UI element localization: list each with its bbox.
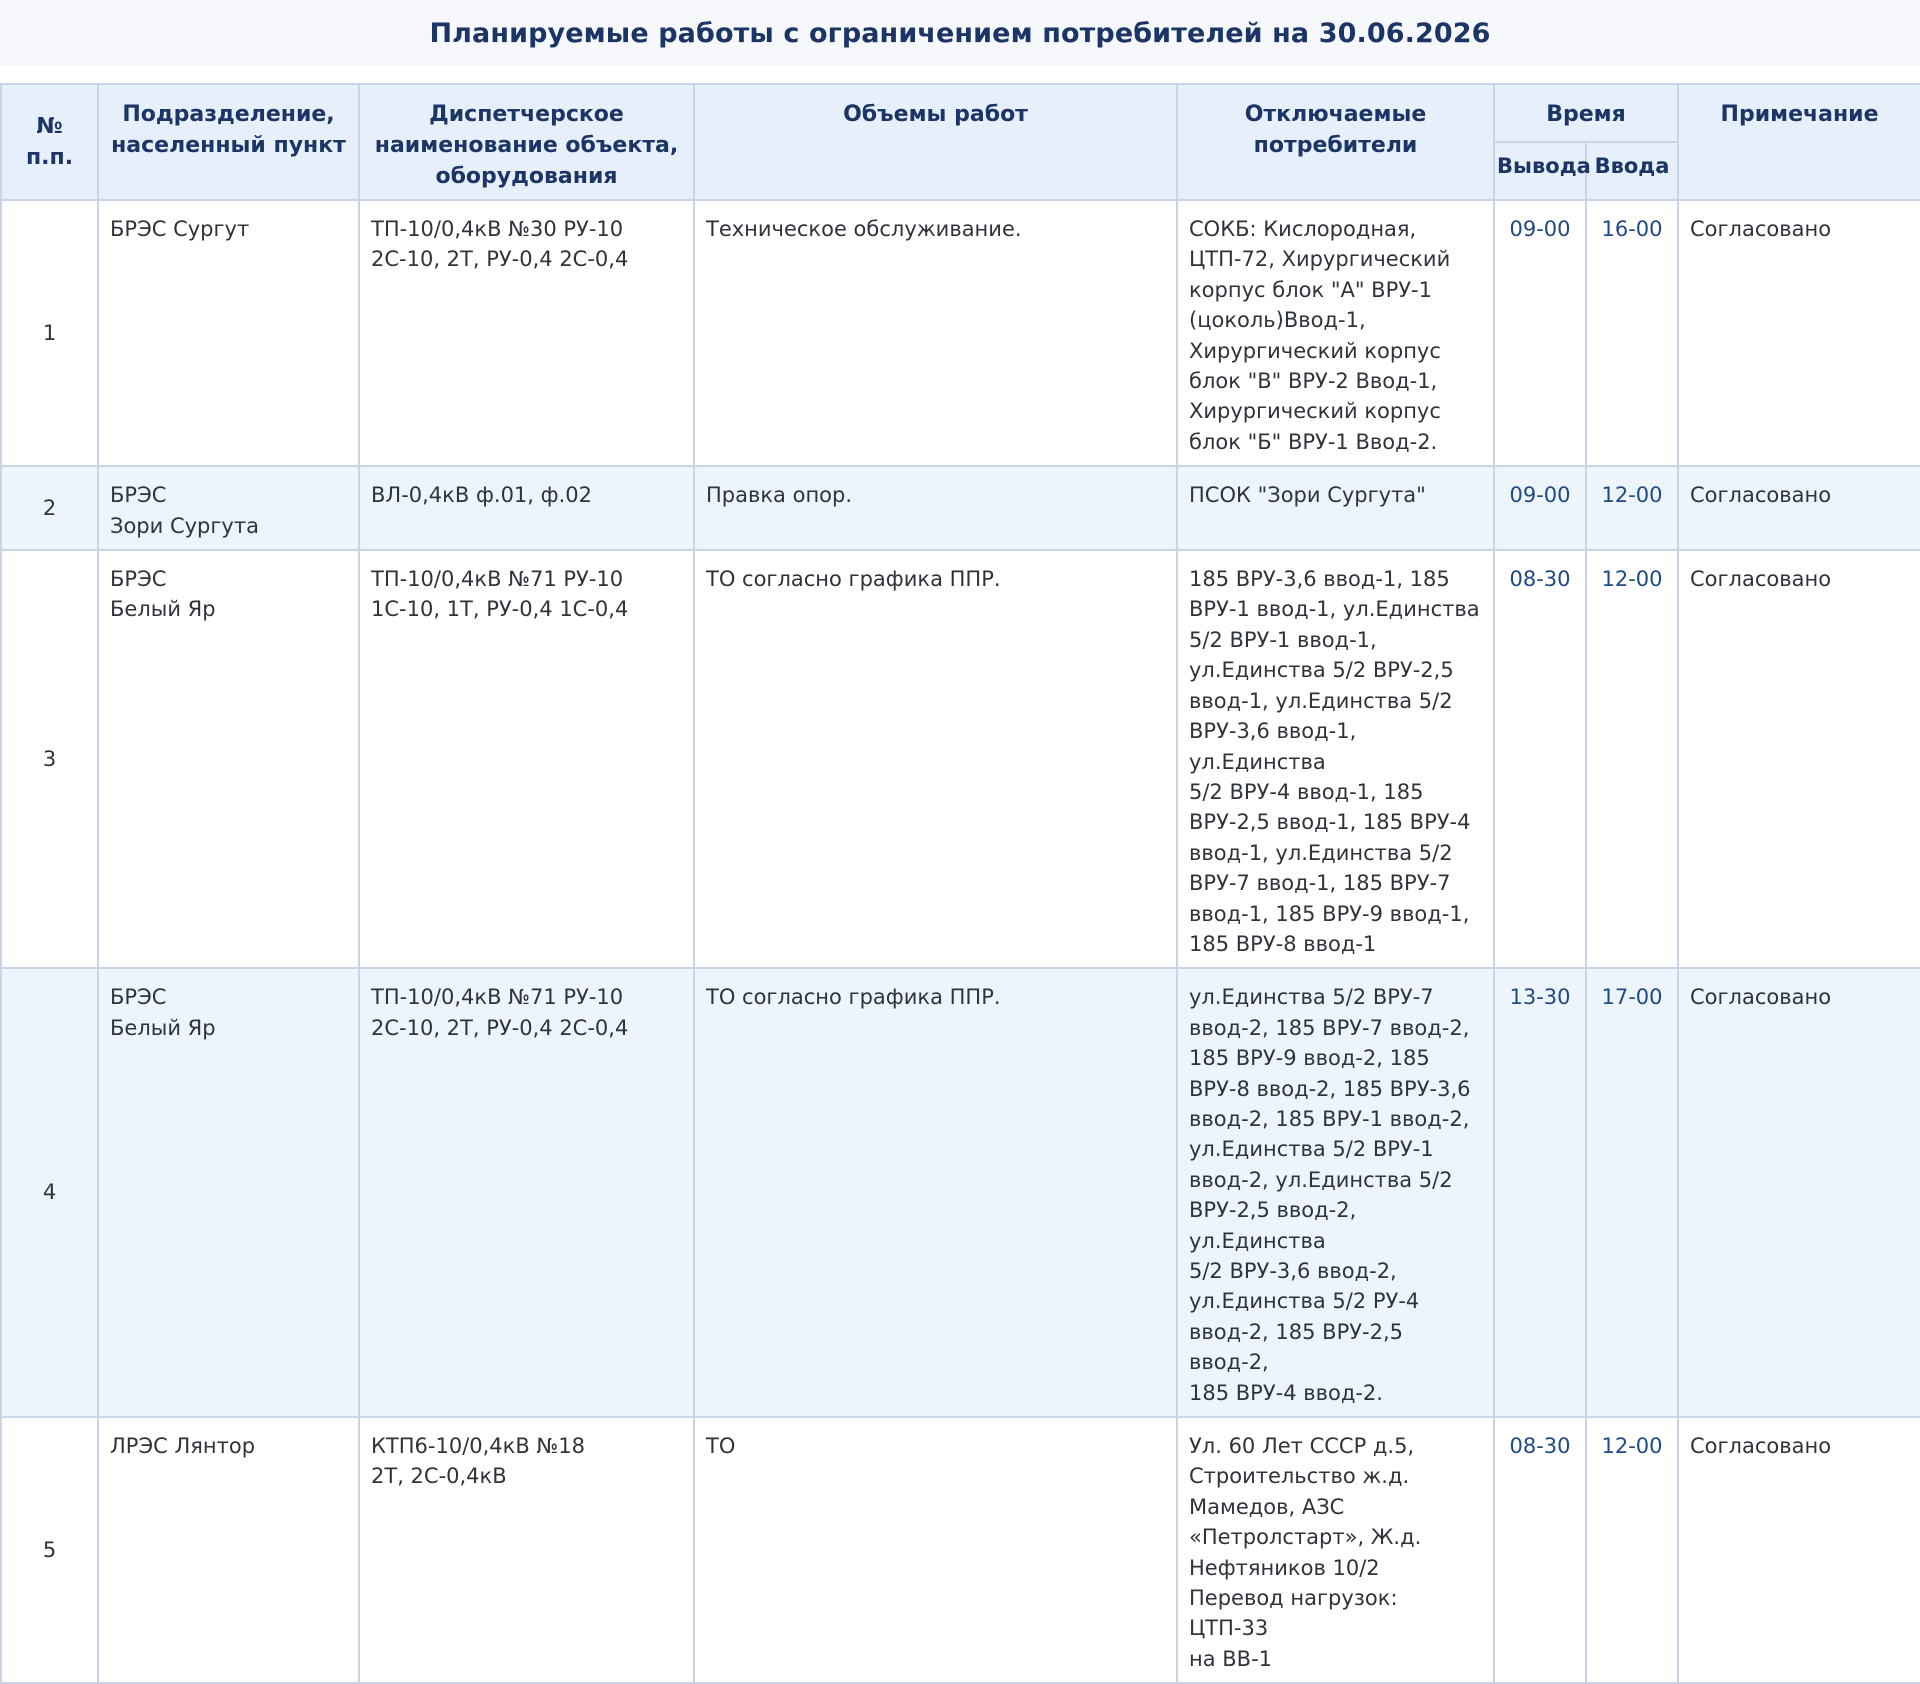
scope-cell: ТО согласно графика ППР.	[694, 968, 1177, 1417]
row-number: 2	[1, 466, 98, 550]
consumers-cell: ул.Единства 5/2 ВРУ-7 ввод-2, 185 ВРУ-7 ввод-2, 185 ВРУ-9 ввод-2, 185 ВРУ-8 ввод-2, 185 ВРУ-3,6 ввод-2, 185 ВРУ-1 ввод-2, ул.Единства 5/2 ВРУ-1 ввод-2, ул.Единства 5/2 ВРУ-2,5 ввод-2, ул.Единства 5/2 ВРУ-3,6 ввод-2, ул.Единства 5/2 РУ-4 ввод-2, 185 ВРУ-2,5 ввод-2, 185 ВРУ-4 ввод-2.	[1177, 968, 1494, 1417]
object-cell: ТП-10/0,4кВ №71 РУ-10 1С-10, 1Т, РУ-0,4 1С-0,4	[359, 550, 694, 968]
note-cell: Согласовано	[1678, 466, 1920, 550]
division-cell: БРЭС Белый Яр	[98, 550, 359, 968]
header-scope: Объемы работ	[694, 84, 1177, 200]
consumers-cell: 185 ВРУ-3,6 ввод-1, 185 ВРУ-1 ввод-1, ул.Единства 5/2 ВРУ-1 ввод-1, ул.Единства 5/2 ВРУ-2,5 ввод-1, ул.Единства 5/2 ВРУ-3,6 ввод-1, ул.Единства 5/2 ВРУ-4 ввод-1, 185 ВРУ-2,5 ввод-1, 185 ВРУ-4 ввод-1, ул.Единства 5/2 ВРУ-7 ввод-1, 185 ВРУ-7 ввод-1, 185 ВРУ-9 ввод-1, 185 ВРУ-8 ввод-1	[1177, 550, 1494, 968]
time-in-cell: 12-00	[1586, 550, 1678, 968]
note-cell: Согласовано	[1678, 968, 1920, 1417]
title-bar	[0, 0, 1920, 66]
header-num: № п.п.	[1, 84, 98, 200]
time-out-cell: 09-00	[1494, 466, 1586, 550]
scope-cell: Правка опор.	[694, 466, 1177, 550]
header-time-out: Вывода	[1494, 142, 1586, 200]
header-note: Примечание	[1678, 84, 1920, 200]
header-row-top	[1, 84, 1920, 142]
object-cell: ТП-10/0,4кВ №71 РУ-10 2С-10, 2Т, РУ-0,4 2С-0,4	[359, 968, 694, 1417]
time-in-cell: 17-00	[1586, 968, 1678, 1417]
division-cell: БРЭС Сургут	[98, 200, 359, 466]
page-title: Планируемые работы с ограничением потребителей на 30.06.2026	[429, 17, 1491, 49]
note-cell: Согласовано	[1678, 200, 1920, 466]
consumers-cell: Ул. 60 Лет СССР д.5, Строительство ж.д. Мамедов, АЗС «Петролстарт», Ж.д. Нефтяников 10/2 Перевод нагрузок: ЦТП-33 на ВВ-1	[1177, 1417, 1494, 1683]
header-time: Время	[1494, 84, 1678, 142]
object-cell: КТП6-10/0,4кВ №18 2Т, 2С-0,4кВ	[359, 1417, 694, 1683]
object-cell: ВЛ-0,4кВ ф.01, ф.02	[359, 466, 694, 550]
table-row	[1, 1417, 1920, 1683]
scope-cell: Техническое обслуживание.	[694, 200, 1177, 466]
table-row	[1, 550, 1920, 968]
time-out-cell: 09-00	[1494, 200, 1586, 466]
time-in-cell: 12-00	[1586, 466, 1678, 550]
header-time-in: Ввода	[1586, 142, 1678, 200]
row-number: 1	[1, 200, 98, 466]
scope-cell: ТО	[694, 1417, 1177, 1683]
division-cell: БРЭС Белый Яр	[98, 968, 359, 1417]
table-row	[1, 466, 1920, 550]
time-out-cell: 13-30	[1494, 968, 1586, 1417]
table-body	[1, 200, 1920, 1683]
scope-cell: ТО согласно графика ППР.	[694, 550, 1177, 968]
table-row	[1, 968, 1920, 1417]
consumers-cell: СОКБ: Кислородная, ЦТП-72, Хирургический корпус блок "А" ВРУ-1 (цоколь)Ввод-1, Хирургический корпус блок "В" ВРУ-2 Ввод-1, Хирургический корпус блок "Б" ВРУ-1 Ввод-2.	[1177, 200, 1494, 466]
time-out-cell: 08-30	[1494, 550, 1586, 968]
consumers-cell: ПСОК "Зори Сургута"	[1177, 466, 1494, 550]
row-number: 3	[1, 550, 98, 968]
note-cell: Согласовано	[1678, 1417, 1920, 1683]
row-number: 4	[1, 968, 98, 1417]
header-object: Диспетчерское наименование объекта, оборудования	[359, 84, 694, 200]
row-number: 5	[1, 1417, 98, 1683]
works-table	[0, 83, 1920, 1684]
header-division: Подразделение, населенный пункт	[98, 84, 359, 200]
time-in-cell: 12-00	[1586, 1417, 1678, 1683]
object-cell: ТП-10/0,4кВ №30 РУ-10 2С-10, 2Т, РУ-0,4 2С-0,4	[359, 200, 694, 466]
division-cell: БРЭС Зори Сургута	[98, 466, 359, 550]
time-in-cell: 16-00	[1586, 200, 1678, 466]
note-cell: Согласовано	[1678, 550, 1920, 968]
time-out-cell: 08-30	[1494, 1417, 1586, 1683]
table-row	[1, 200, 1920, 466]
header-consumers: Отключаемые потребители	[1177, 84, 1494, 200]
division-cell: ЛРЭС Лянтор	[98, 1417, 359, 1683]
